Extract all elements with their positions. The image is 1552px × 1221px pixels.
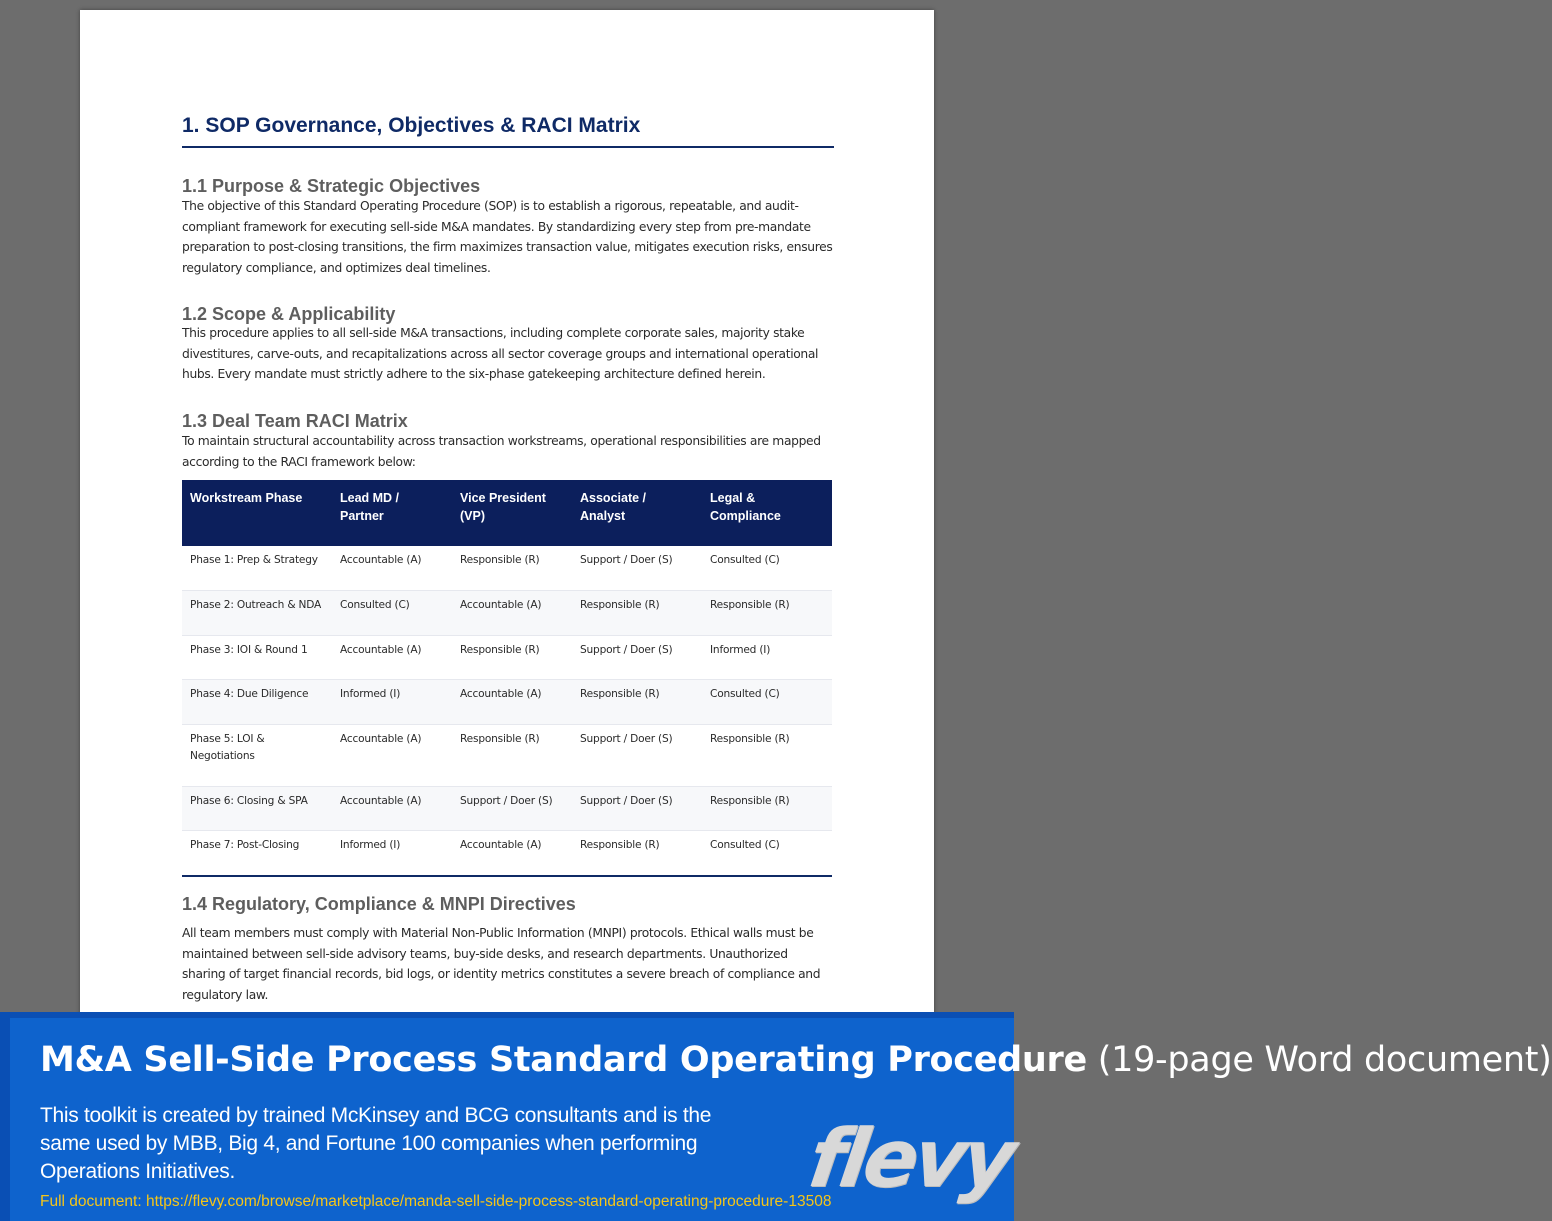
table-row [182,831,832,876]
table-cell: Responsible (R) [572,680,702,725]
paragraph-purpose: The objective of this Standard Operating Procedure (SOP) is to establish a rigorous, repeatable, and audit-compliant framework for executing sell-side M&A mandates. By standardizing every step from pre-mandate preparation to post-closing transitions, the firm maximizes transaction value, mitigates execution risks, ensures regulatory compliance, and optimizes deal timelines. [182,199,833,275]
table-cell: Accountable (A) [452,591,572,636]
table-cell: Accountable (A) [452,680,572,725]
table-row [182,635,832,680]
table-cell: Informed (I) [702,635,832,680]
flevy-logo: flevy [803,1112,1018,1205]
heading-raci: 1.3 Deal Team RACI Matrix [182,411,408,431]
document-page [80,10,934,1030]
table-cell: Accountable (A) [332,786,452,831]
heading-purpose: 1.1 Purpose & Strategic Objectives [182,176,481,196]
table-cell: Responsible (R) [702,786,832,831]
section-title: 1. SOP Governance, Objectives & RACI Matrix [182,114,834,148]
raci-header-cell: Workstream Phase [182,480,332,546]
banner-description: This toolkit is created by trained McKinsey and BCG consultants and is the same used by MBB, Big 4, and Fortune 100 companies when performing Operations Initiatives. [40,1104,712,1183]
table-row [182,546,832,591]
table-row [182,680,832,725]
table-cell: Consulted (C) [710,839,780,852]
table-cell: Support / Doer (S) [452,786,572,831]
paragraph-regulatory: All team members must comply with Material Non-Public Information (MNPI) protocols. Ethical walls must be maintained between sell-side advisory teams, buy-side desks, and research departments. Unauthorized sharing of target financial records, bid logs, or identity metrics constitutes a severe breach of compliance and regulatory law. [182,926,821,1002]
table-cell: Responsible (R) [702,591,832,636]
table-row [182,724,832,786]
table-cell: Consulted (C) [332,591,452,636]
table-cell: Responsible (R) [702,724,832,786]
raci-table [182,480,832,877]
table-cell: Support / Doer (S) [572,546,702,591]
table-cell: Informed (I) [340,839,401,852]
raci-header-cell: Associate / Analyst [572,480,702,546]
table-cell: Support / Doer (S) [572,724,702,786]
table-cell: Responsible (R) [580,839,660,852]
table-cell: Support / Doer (S) [572,635,702,680]
full-document-link[interactable]: Full document: https://flevy.com/browse/marketplace/manda-sell-side-process-standard-operating-procedure-13508 [40,1193,832,1210]
banner-title-suffix: (19-page Word document) [1086,1040,1552,1080]
promo-banner-panel [10,1018,1552,1221]
raci-header-row [182,480,832,546]
table-cell: Accountable (A) [332,635,452,680]
table-cell: Phase 5: LOI & Negotiations [182,724,332,786]
banner-title-main: M&A Sell-Side Process Standard Operating Procedure [40,1040,1087,1080]
table-row [182,786,832,831]
table-cell: Phase 3: IOI & Round 1 [182,635,332,680]
raci-header-cell: Legal & Compliance [702,480,832,546]
table-cell: Consulted (C) [702,680,832,725]
promo-banner [0,1012,1552,1221]
table-cell: Responsible (R) [452,546,572,591]
table-cell: Accountable (A) [460,839,542,852]
raci-header-cell: Lead MD / Partner [332,480,452,546]
table-cell: Phase 1: Prep & Strategy [182,546,332,591]
table-cell: Accountable (A) [332,724,452,786]
heading-regulatory: 1.4 Regulatory, Compliance & MNPI Directives [182,894,576,914]
table-cell: Responsible (R) [452,635,572,680]
table-cell: Accountable (A) [332,546,452,591]
table-cell: Responsible (R) [452,724,572,786]
table-cell: Phase 6: Closing & SPA [182,786,332,831]
paragraph-scope: This procedure applies to all sell-side M&A transactions, including complete corporate sales, majority stake divestitures, carve-outs, and recapitalizations across all sector coverage groups and international operational hubs. Every mandate must strictly adhere to the six-phase gatekeeping architecture defined herein. [182,326,819,382]
table-cell: Phase 7: Post-Closing [190,839,300,852]
table-cell: Support / Doer (S) [572,786,702,831]
heading-scope: 1.2 Scope & Applicability [182,304,396,324]
table-cell: Phase 2: Outreach & NDA [182,591,332,636]
paragraph-raci: To maintain structural accountability across transaction workstreams, operational responsibilities are mapped according to the RACI framework below: [182,434,821,469]
table-cell: Responsible (R) [572,591,702,636]
banner-title [40,1040,1552,1080]
table-row [182,591,832,636]
table-cell: Informed (I) [332,680,452,725]
table-cell: Phase 4: Due Diligence [182,680,332,725]
table-cell: Consulted (C) [702,546,832,591]
raci-header-cell: Vice President (VP) [452,480,572,546]
